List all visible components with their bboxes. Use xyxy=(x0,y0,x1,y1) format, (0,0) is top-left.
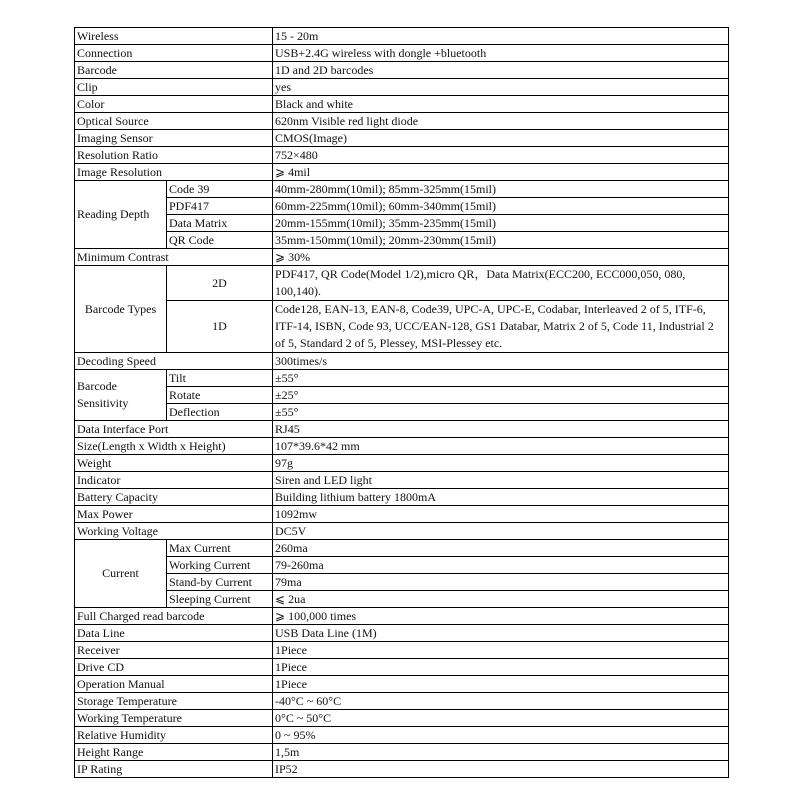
spec-label: Decoding Speed xyxy=(75,353,273,370)
spec-row-wireless xyxy=(75,28,729,45)
spec-value: USB+2.4G wireless with dongle +bluetooth xyxy=(273,45,729,62)
spec-label: Working Temperature xyxy=(75,710,273,727)
spec-value: PDF417, QR Code(Model 1/2),micro QR，Data Matrix(ECC200, ECC000,050, 080, 100,140). xyxy=(273,266,729,301)
spec-row-current xyxy=(75,540,729,557)
spec-label: Weight xyxy=(75,455,273,472)
spec-row-receiver xyxy=(75,642,729,659)
spec-row-reading-depth xyxy=(75,232,729,249)
spec-label: Working Voltage xyxy=(75,523,273,540)
spec-value: ±55° xyxy=(273,370,729,387)
spec-label: Indicator xyxy=(75,472,273,489)
spec-row-relative-humidity xyxy=(75,727,729,744)
spec-label: Operation Manual xyxy=(75,676,273,693)
spec-value: IP52 xyxy=(273,761,729,778)
spec-value: ⩽ 2ua xyxy=(273,591,729,608)
spec-value: RJ45 xyxy=(273,421,729,438)
spec-value: ⩾ 4mil xyxy=(273,164,729,181)
spec-row-barcode-types-1d xyxy=(75,301,729,353)
sub-label: 2D xyxy=(167,266,273,301)
spec-label: Optical Source xyxy=(75,113,273,130)
spec-row-ip-rating xyxy=(75,761,729,778)
spec-value: Black and white xyxy=(273,96,729,113)
spec-row-working-voltage xyxy=(75,523,729,540)
spec-value: ⩾ 100,000 times xyxy=(273,608,729,625)
group-label-current: Current xyxy=(75,540,167,608)
spec-row-operation-manual xyxy=(75,676,729,693)
sub-label: Rotate xyxy=(167,387,273,404)
spec-value: 20mm-155mm(10mil); 35mm-235mm(15mil) xyxy=(273,215,729,232)
spec-row-barcode xyxy=(75,62,729,79)
group-label-reading-depth: Reading Depth xyxy=(75,181,167,249)
spec-row-clip xyxy=(75,79,729,96)
sub-label: PDF417 xyxy=(167,198,273,215)
spec-value: ±25° xyxy=(273,387,729,404)
spec-label: Size(Length x Width x Height) xyxy=(75,438,273,455)
sub-label: QR Code xyxy=(167,232,273,249)
sub-label: Sleeping Current xyxy=(167,591,273,608)
spec-value: 1Piece xyxy=(273,659,729,676)
sub-label: Deflection xyxy=(167,404,273,421)
spec-row-data-interface-port xyxy=(75,421,729,438)
spec-row-full-charged xyxy=(75,608,729,625)
spec-value: USB Data Line (1M) xyxy=(273,625,729,642)
spec-row-working-temperature xyxy=(75,710,729,727)
spec-label: Wireless xyxy=(75,28,273,45)
spec-value: 752×480 xyxy=(273,147,729,164)
spec-value: 35mm-150mm(10mil); 20mm-230mm(15mil) xyxy=(273,232,729,249)
spec-row-drive-cd xyxy=(75,659,729,676)
sub-label: Max Current xyxy=(167,540,273,557)
spec-row-current xyxy=(75,557,729,574)
spec-value: 60mm-225mm(10mil); 60mm-340mm(15mil) xyxy=(273,198,729,215)
spec-label: Barcode xyxy=(75,62,273,79)
sub-label: Data Matrix xyxy=(167,215,273,232)
spec-value: 1092mw xyxy=(273,506,729,523)
spec-label: Full Charged read barcode xyxy=(75,608,273,625)
spec-label: Relative Humidity xyxy=(75,727,273,744)
spec-label: Clip xyxy=(75,79,273,96)
spec-row-barcode-sensitivity xyxy=(75,387,729,404)
spec-row-barcode-types-2d xyxy=(75,266,729,301)
group-label-barcode-types: Barcode Types xyxy=(75,266,167,353)
spec-value: DC5V xyxy=(273,523,729,540)
spec-value: -40°C ~ 60°C xyxy=(273,693,729,710)
spec-value: 300times/s xyxy=(273,353,729,370)
spec-value: 97g xyxy=(273,455,729,472)
spec-row-color xyxy=(75,96,729,113)
spec-row-size xyxy=(75,438,729,455)
spec-value: Code128, EAN-13, EAN-8, Code39, UPC-A, UPC-E, Codabar, Interleaved 2 of 5, ITF-6, ITF-14, ISBN, Code 93, UCC/EAN-128, GS1 Databar, Matrix 2 of 5, Code 11, Industrial 2 of 5, Standard 2 of 5, Plessey, MSI-Plessey etc. xyxy=(273,301,729,353)
spec-label: Storage Temperature xyxy=(75,693,273,710)
spec-value: 1Piece xyxy=(273,676,729,693)
spec-row-decoding-speed xyxy=(75,353,729,370)
spec-row-resolution-ratio xyxy=(75,147,729,164)
spec-label: Connection xyxy=(75,45,273,62)
spec-label: Imaging Sensor xyxy=(75,130,273,147)
spec-label: Resolution Ratio xyxy=(75,147,273,164)
spec-label: Image Resolution xyxy=(75,164,273,181)
spec-value: ±55° xyxy=(273,404,729,421)
spec-value: 79-260ma xyxy=(273,557,729,574)
spec-row-max-power xyxy=(75,506,729,523)
spec-table xyxy=(74,27,729,778)
spec-row-barcode-sensitivity xyxy=(75,370,729,387)
spec-value: 1,5m xyxy=(273,744,729,761)
spec-row-reading-depth xyxy=(75,198,729,215)
spec-row-reading-depth xyxy=(75,215,729,232)
spec-value: 107*39.6*42 mm xyxy=(273,438,729,455)
spec-row-current xyxy=(75,574,729,591)
spec-row-optical-source xyxy=(75,113,729,130)
spec-value: 15 - 20m xyxy=(273,28,729,45)
spec-label: Max Power xyxy=(75,506,273,523)
spec-value: 260ma xyxy=(273,540,729,557)
spec-value: 0°C ~ 50°C xyxy=(273,710,729,727)
spec-row-weight xyxy=(75,455,729,472)
spec-row-connection xyxy=(75,45,729,62)
spec-row-battery-capacity xyxy=(75,489,729,506)
sub-label: 1D xyxy=(167,301,273,353)
spec-row-minimum-contrast xyxy=(75,249,729,266)
spec-value: 40mm-280mm(10mil); 85mm-325mm(15mil) xyxy=(273,181,729,198)
sub-label: Stand-by Current xyxy=(167,574,273,591)
spec-value: 620nm Visible red light diode xyxy=(273,113,729,130)
spec-row-height-range xyxy=(75,744,729,761)
spec-row-current xyxy=(75,591,729,608)
spec-row-imaging-sensor xyxy=(75,130,729,147)
group-label-barcode-sensitivity: Barcode Sensitivity xyxy=(75,370,167,421)
spec-value: 0 ~ 95% xyxy=(273,727,729,744)
spec-row-image-resolution xyxy=(75,164,729,181)
spec-label: Minimum Contrast xyxy=(75,249,273,266)
spec-label: Drive CD xyxy=(75,659,273,676)
spec-value: ⩾ 30% xyxy=(273,249,729,266)
spec-row-indicator xyxy=(75,472,729,489)
spec-label: IP Rating xyxy=(75,761,273,778)
spec-label: Color xyxy=(75,96,273,113)
spec-label: Height Range xyxy=(75,744,273,761)
spec-label: Data Interface Port xyxy=(75,421,273,438)
spec-value: yes xyxy=(273,79,729,96)
sub-label: Code 39 xyxy=(167,181,273,198)
spec-value: 1D and 2D barcodes xyxy=(273,62,729,79)
sub-label: Tilt xyxy=(167,370,273,387)
sub-label: Working Current xyxy=(167,557,273,574)
spec-label: Receiver xyxy=(75,642,273,659)
spec-value: Siren and LED light xyxy=(273,472,729,489)
spec-label: Data Line xyxy=(75,625,273,642)
spec-row-storage-temperature xyxy=(75,693,729,710)
spec-value: CMOS(Image) xyxy=(273,130,729,147)
spec-row-barcode-sensitivity xyxy=(75,404,729,421)
spec-value: 1Piece xyxy=(273,642,729,659)
spec-value: 79ma xyxy=(273,574,729,591)
spec-row-data-line xyxy=(75,625,729,642)
spec-value: Building lithium battery 1800mA xyxy=(273,489,729,506)
spec-label: Battery Capacity xyxy=(75,489,273,506)
spec-row-reading-depth xyxy=(75,181,729,198)
